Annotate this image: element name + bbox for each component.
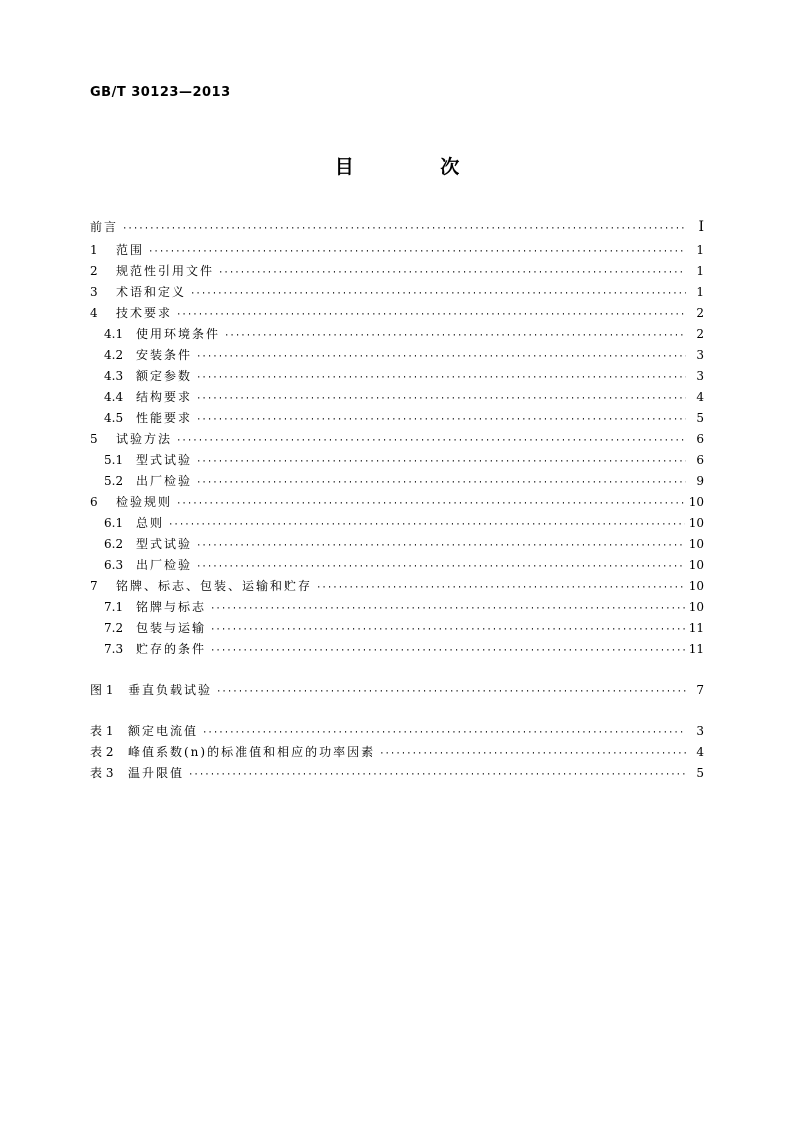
toc-entry-page: 11 <box>688 642 704 656</box>
toc-entry-number: 5.2 <box>104 474 124 488</box>
toc-entry-number: 6.1 <box>104 516 124 530</box>
toc-entry-title: 安装条件 <box>136 348 193 362</box>
toc-entry-number: 5 <box>90 432 98 446</box>
toc-entry[interactable] <box>90 471 704 492</box>
toc-entry-title: 包装与运输 <box>136 621 207 635</box>
dot-leader <box>210 620 685 641</box>
toc-entry-page: 9 <box>696 474 704 488</box>
dot-leader <box>316 578 685 599</box>
dot-leader <box>122 216 686 242</box>
toc-entry-number: 7.2 <box>104 621 124 635</box>
dot-leader <box>176 431 686 452</box>
toc-entry[interactable] <box>90 555 704 576</box>
toc-entry-page: 4 <box>696 390 704 404</box>
dot-leader <box>210 599 685 620</box>
toc-entry-title: 使用环境条件 <box>136 327 221 341</box>
toc-entry-title: 型式试验 <box>136 453 193 467</box>
toc-entry-number: 表 2 <box>90 745 114 759</box>
dot-leader <box>196 368 686 389</box>
toc-entry[interactable] <box>90 513 704 534</box>
dot-leader <box>196 347 686 368</box>
toc-entry-page: 1 <box>696 243 704 257</box>
dot-leader <box>196 557 685 578</box>
dot-leader <box>210 641 685 662</box>
toc-entry-number: 表 1 <box>90 724 114 738</box>
toc-entry[interactable] <box>90 303 704 324</box>
dot-leader <box>196 389 686 410</box>
toc-entry-title: 出厂检验 <box>136 474 193 488</box>
toc-entry[interactable] <box>90 639 704 660</box>
standard-number: GB/T 30123—2013 <box>90 85 231 100</box>
toc-entry-page: 6 <box>696 453 704 467</box>
toc-entry-number: 5.1 <box>104 453 124 467</box>
toc-entry[interactable] <box>90 618 704 639</box>
toc-entry[interactable] <box>90 214 704 240</box>
toc-entry[interactable] <box>90 261 704 282</box>
toc-entry[interactable] <box>90 576 704 597</box>
toc-entry[interactable] <box>90 429 704 450</box>
toc-entry-number: 4.4 <box>104 390 124 404</box>
toc-entry-number: 3 <box>90 285 98 299</box>
toc-entry-title: 贮存的条件 <box>136 642 207 656</box>
toc-entry-page: 3 <box>696 724 704 738</box>
toc-entry[interactable] <box>90 345 704 366</box>
toc-entry-number: 2 <box>90 264 98 278</box>
toc-entry-title: 铭牌与标志 <box>136 600 207 614</box>
toc-entry-page: 5 <box>696 766 704 780</box>
toc-entry-title: 前言 <box>90 220 119 234</box>
toc-entry-page: 1 <box>696 285 704 299</box>
toc-entry[interactable] <box>90 721 704 742</box>
toc-entry-title: 试验方法 <box>116 432 173 446</box>
toc-entry[interactable] <box>90 366 704 387</box>
toc-entry-page: 1 <box>696 264 704 278</box>
toc-entry-title: 型式试验 <box>136 537 193 551</box>
toc-entry-page: 10 <box>688 495 704 509</box>
dot-leader <box>218 263 686 284</box>
toc-entry-title: 垂直负载试验 <box>128 683 213 697</box>
toc-entry-number: 4 <box>90 306 98 320</box>
toc-entry-number: 表 3 <box>90 766 114 780</box>
toc-entry-number: 4.5 <box>104 411 124 425</box>
toc-entry-page: 6 <box>696 432 704 446</box>
dot-leader <box>176 494 685 515</box>
page-title: 目 次 <box>334 156 500 178</box>
toc-entry-number: 7 <box>90 579 98 593</box>
toc-entry-number: 6.2 <box>104 537 124 551</box>
dot-leader <box>202 723 686 744</box>
dot-leader <box>379 744 686 765</box>
dot-leader <box>196 536 685 557</box>
toc-entry-number: 图 1 <box>90 683 114 697</box>
toc-entry[interactable] <box>90 450 704 471</box>
toc-entry-title: 规范性引用文件 <box>116 264 215 278</box>
toc-entry-number: 4.2 <box>104 348 124 362</box>
toc-entry-page: 11 <box>688 621 704 635</box>
toc-entry-page: 10 <box>688 537 704 551</box>
toc-entry-number: 7.3 <box>104 642 124 656</box>
toc-entry-page: 5 <box>696 411 704 425</box>
toc-entry-page: 4 <box>696 745 704 759</box>
dot-leader <box>190 284 686 305</box>
dot-leader <box>216 682 686 703</box>
toc-entry-title: 额定电流值 <box>128 724 199 738</box>
toc-entry-page: Ⅰ <box>698 219 704 235</box>
toc-entry-number: 4.3 <box>104 369 124 383</box>
toc-entry-page: 3 <box>696 348 704 362</box>
toc-sections <box>90 214 704 660</box>
toc-entry-title: 峰值系数(n)的标准值和相应的功率因素 <box>128 745 376 759</box>
toc-entry-page: 10 <box>688 558 704 572</box>
toc-entry-page: 2 <box>696 306 704 320</box>
toc-entry-page: 2 <box>696 327 704 341</box>
toc-entry[interactable] <box>90 324 704 345</box>
toc-entry-page: 10 <box>688 600 704 614</box>
toc-entry-title: 技术要求 <box>116 306 173 320</box>
toc-entry[interactable] <box>90 534 704 555</box>
toc-entry-title: 术语和定义 <box>116 285 187 299</box>
dot-leader <box>196 473 686 494</box>
toc-entry[interactable] <box>90 387 704 408</box>
toc-entry-title: 检验规则 <box>116 495 173 509</box>
toc-tables <box>90 721 704 784</box>
dot-leader <box>196 410 686 431</box>
toc-entry[interactable] <box>90 680 704 701</box>
toc-entry-title: 额定参数 <box>136 369 193 383</box>
dot-leader <box>224 326 686 347</box>
toc-entry-number: 7.1 <box>104 600 124 614</box>
toc-entry[interactable] <box>90 282 704 303</box>
toc-entry-number: 6.3 <box>104 558 124 572</box>
toc-entry-title: 性能要求 <box>136 411 193 425</box>
toc-entry-title: 温升限值 <box>128 766 185 780</box>
toc-entry-page: 10 <box>688 579 704 593</box>
toc-entry-number: 4.1 <box>104 327 124 341</box>
toc-entry-title: 结构要求 <box>136 390 193 404</box>
toc-entry[interactable] <box>90 408 704 429</box>
toc-entry[interactable] <box>90 597 704 618</box>
dot-leader <box>188 765 686 786</box>
toc-entry-number: 6 <box>90 495 98 509</box>
toc-entry[interactable] <box>90 240 704 261</box>
dot-leader <box>176 305 686 326</box>
toc-entry[interactable] <box>90 492 704 513</box>
dot-leader <box>168 515 685 536</box>
toc-entry-title: 铭牌、标志、包装、运输和贮存 <box>116 579 313 593</box>
toc-entry-page: 10 <box>688 516 704 530</box>
table-of-contents <box>90 214 704 784</box>
toc-entry[interactable] <box>90 763 704 784</box>
toc-entry[interactable] <box>90 742 704 763</box>
dot-leader <box>148 242 686 263</box>
toc-entry-title: 范围 <box>116 243 145 257</box>
toc-figures <box>90 680 704 701</box>
toc-entry-page: 7 <box>696 683 704 697</box>
toc-entry-title: 总则 <box>136 516 165 530</box>
toc-entry-number: 1 <box>90 243 98 257</box>
dot-leader <box>196 452 686 473</box>
toc-entry-page: 3 <box>696 369 704 383</box>
toc-entry-title: 出厂检验 <box>136 558 193 572</box>
